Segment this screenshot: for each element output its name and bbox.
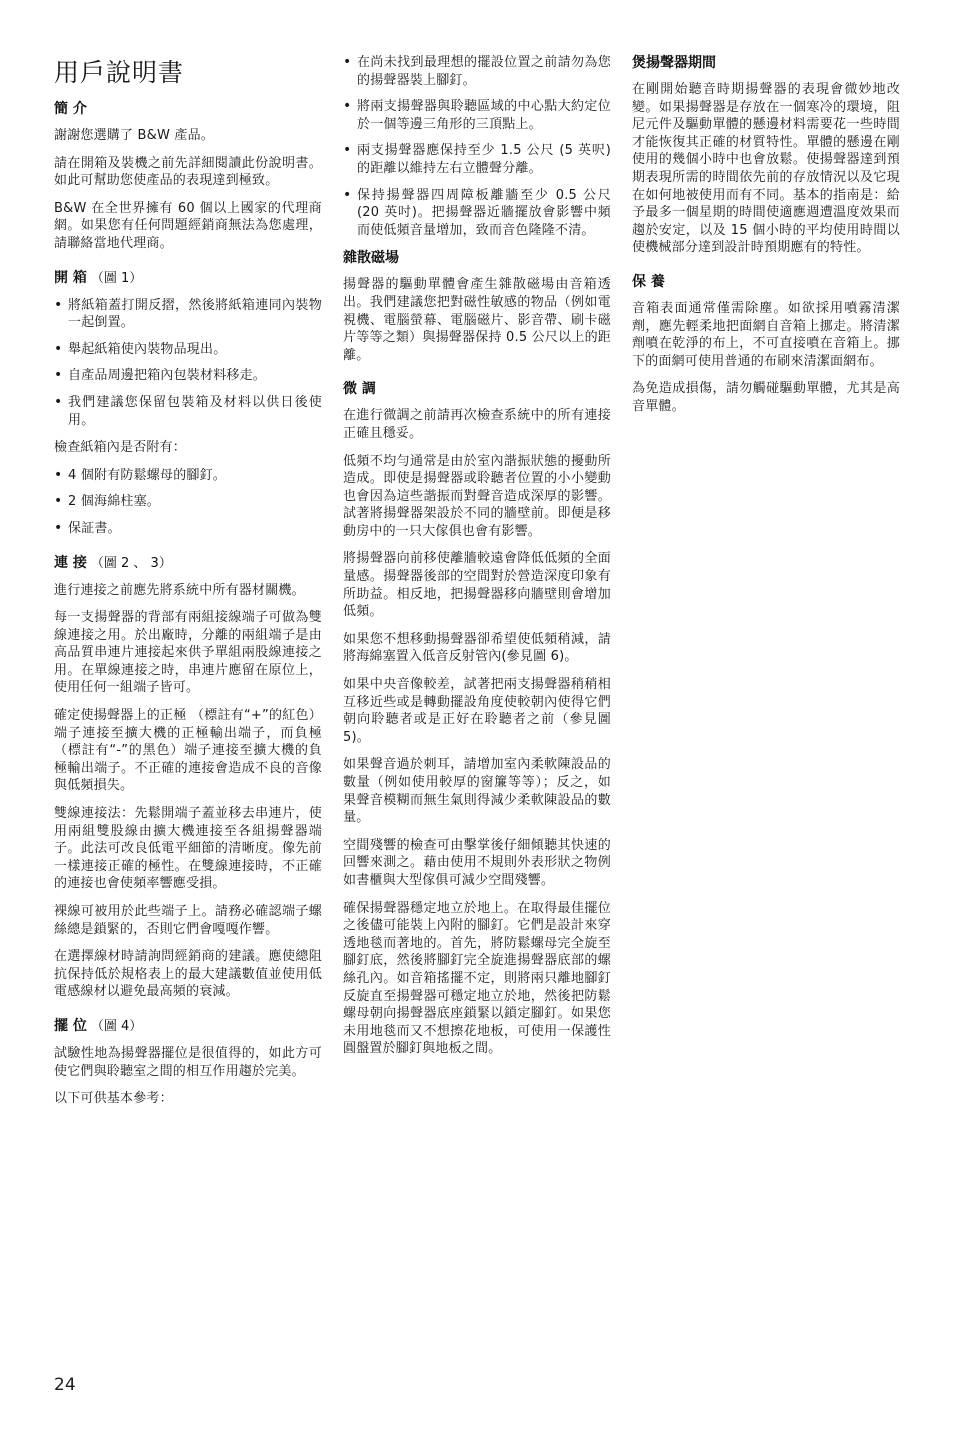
list-item: • 在尚未找到最理想的擺設位置之前請勿為您的揚聲器裝上腳釘。 — [343, 54, 611, 89]
tuning-paragraph: 如果中央音像較差，試著把兩支揚聲器稍稍相互移近些或是轉動擺設角度使較朝內使得它們朝向聆聽者或是正好在聆聽者之前（參見圖 5)。 — [343, 677, 611, 745]
positioning-tips — [343, 54, 611, 239]
breakin-paragraph: 在剛開始聽音時期揚聲器的表現會微妙地改變。如果揚聲器是存放在一個寒冷的環境，阻尼元件及驅動單體的懸邊材料需要花一些時間才能恢復其正確的材質特性。單體的懸邊在剛使用的幾個小時中也會放鬆。使揚聲器達到預期表現所需的時間依先前的存放情況以及它現在如何地被使用而有不同。基本的指南是：給予最多一個星期的時間使適應週遭溫度效果而趨於安定，以及 15 個小時的平均使用時間以使機械部分達到設計時預期應有的特性。 — [632, 82, 900, 256]
tuning-paragraph: 如果聲音過於刺耳，請增加室內柔軟陳設品的數量（例如使用較厚的窗簾等等）；反之，如果聲音模糊而無生氣則得減少柔軟陳設品的數量。 — [343, 757, 611, 826]
intro-paragraph: 謝謝您選購了 B&W 產品。 — [54, 128, 214, 143]
connection-paragraph: 確定使揚聲器上的正極 （標註有“+”的紅色）端子連接至擴大機的正極輸出端子，而負極（標註有“-”的黑色）端子連接至擴大機的負極輸出端子。不正確的連接會造成不良的音像與低頻損失。 — [54, 708, 322, 794]
tuning-paragraph: 如果您不想移動揚聲器卻希望使低頻稍減，請將海綿塞置入低音反射管內(參見圖 6)。 — [343, 631, 611, 665]
list-item: • 舉起紙箱使內裝物品現出。 — [54, 341, 322, 359]
tuning-paragraph: 將揚聲器向前移使離牆較遠會降低低頻的全面量感。揚聲器後部的空間對於營造深度印象有所助益。相反地，把揚聲器移向牆壁則會增加低頻。 — [343, 551, 611, 620]
breakin-heading: 煲揚聲器期間 — [632, 55, 716, 71]
intro-paragraph: 請在開箱及裝機之前先詳細閱讀此份說明書。如此可幫助您使產品的表現達到極致。 — [54, 155, 322, 189]
section-unpacking — [54, 269, 322, 538]
unpacking-contents — [54, 467, 322, 538]
section-connection — [54, 554, 322, 1001]
list-item: • 自產品周邊把箱內包裝材料移走。 — [54, 367, 322, 385]
care-paragraph: 為免造成損傷，請勿觸碰驅動單體，尤其是高音單體。 — [632, 381, 900, 414]
page-number: 24 — [54, 1375, 76, 1395]
tuning-paragraph: 在進行微調之前請再次檢查系統中的所有連接正確且穩妥。 — [343, 408, 611, 441]
list-item: • 我們建議您保留包裝箱及材料以供日後使用。 — [54, 394, 322, 429]
tuning-heading: 微 調 — [343, 381, 376, 398]
unpacking-check-text: 檢查紙箱內是否附有： — [54, 440, 187, 456]
positioning-paragraph: 以下可供基本參考： — [54, 1091, 173, 1107]
column-2 — [343, 54, 611, 1074]
positioning-paragraph: 試驗性地為揚聲器擺位是很值得的，如此方可使它們與聆聽室之間的相互作用趨於完美。 — [54, 1045, 322, 1079]
list-item: • 4 個附有防鬆螺母的腳釘。 — [54, 467, 322, 485]
care-paragraph: 音箱表面通常僅需除塵。如欲採用噴霧清潔劑，應先輕柔地把面網自音箱上挪走。將清潔劑噴在乾淨的布上，不可直接噴在音箱上。挪下的面網可使用普通的布刷來清潔面網布。 — [632, 300, 900, 369]
unpacking-heading — [54, 269, 322, 288]
magnetic-paragraph: 揚聲器的驅動單體會產生雜散磁場由音箱透出。我們建議您把對磁性敏感的物品（例如電視機、電腦螢幕、電腦磁片、影音帶、刷卡磁片等等之類）與揚聲器保持 0.5 公尺以上的距離。 — [343, 277, 611, 363]
tuning-paragraph: 確保揚聲器穩定地立於地上。在取得最佳擺位之後儘可能裝上內附的腳釘。它們是設計來穿透地毯而著地的。首先，將防鬆螺母完全旋至腳釘底，然後將腳釘完全旋進揚聲器底部的螺絲孔內。如音箱搖擺不定，則將兩只離地腳釘反旋直至揚聲器可穩定地立於地，然後把防鬆螺母朝向揚聲器底座鎖緊以鎖定腳釘。如果您未用地毯而又不想擦花地板，可使用一保護性圓盤置於腳釘與地板之間。 — [343, 900, 611, 1057]
list-item: • 保証書。 — [54, 520, 322, 538]
section-intro — [54, 100, 322, 253]
column-1 — [54, 100, 322, 1124]
intro-paragraph: B&W 在全世界擁有 60 個以上國家的代理商網。如果您有任何問題經銷商無法為您處理，請聯絡當地代理商。 — [54, 200, 322, 251]
list-item: • 將紙箱蓋打開反摺，然後將紙箱連同內裝物一起倒置。 — [54, 297, 322, 332]
connection-paragraph: 每一支揚聲器的背部有兩組接線端子可做為雙線連接之用。於出廠時，分離的兩組端子是由高品質串連片連接起來供予單組兩股線連接之用。在單線連接之時，串連片應留在原位上，使用任何一組端子皆可。 — [54, 610, 322, 696]
positioning-heading — [54, 1017, 322, 1036]
page-title: 用戶說明書 — [54, 58, 185, 87]
positioning-figure-ref: （圖 4） — [90, 1018, 143, 1034]
column-3 — [632, 54, 900, 432]
tuning-paragraph: 空間殘響的檢查可由擊掌後仔細傾聽其快速的回響來測之。藉由使用不規則外表形狀之物例如書櫃與大型傢俱可減少空間殘響。 — [343, 837, 611, 888]
connection-figure-ref: （圖 2 、 3） — [90, 555, 172, 571]
list-item: • 兩支揚聲器應保持至少 1.5 公尺 (5 英呎) 的距離以維持左右立體聲分離。 — [343, 142, 611, 177]
list-item: • 2 個海綿柱塞。 — [54, 493, 322, 511]
connection-paragraph: 在選擇線材時請詢問經銷商的建議。應使總阻抗保持低於規格表上的最大建議數值並使用低電感線材以避免最高頻的衰減。 — [54, 949, 322, 1000]
section-positioning — [54, 1017, 322, 1108]
positioning-heading-text: 擺 位 — [54, 1017, 87, 1034]
magnetic-heading: 雜散磁場 — [343, 250, 399, 267]
connection-paragraph: 裸線可被用於此些端子上。請務必確認端子螺絲總是鎖緊的，否則它們會嘎嘎作響。 — [54, 904, 322, 937]
connection-heading-text: 連 接 — [54, 554, 87, 571]
unpacking-figure-ref: （圖 1） — [90, 270, 143, 286]
list-item: • 將兩支揚聲器與聆聽區域的中心點大約定位於一個等邊三角形的三頂點上。 — [343, 98, 611, 133]
connection-paragraph: 雙線連接法：先鬆開端子蓋並移去串連片，使用兩組雙股線由擴大機連接至各組揚聲器端子。此法可改良低電平細節的清晰度。像先前一樣連接正確的極性。在雙線連接時，不正確的連接也會使頻率響應受損。 — [54, 806, 322, 892]
care-heading: 保 養 — [632, 273, 665, 290]
tuning-paragraph: 低頻不均勻通常是由於室內諧振狀態的擾動所造成。即使是揚聲器或聆聽者位置的小小變動也會因為這些諧振而對聲音造成深厚的影響。試著將揚聲器架設於不同的牆壁前。即便是移動房中的一只大傢俱也會有影響。 — [343, 453, 611, 539]
unpacking-steps — [54, 297, 322, 430]
section-tuning — [343, 380, 611, 1058]
list-item: • 保持揚聲器四周障板離牆至少 0.5 公尺 (20 英吋)。把揚聲器近牆擺放會影響中頻而使低頻音量增加，致而音色隆隆不清。 — [343, 187, 611, 240]
unpacking-heading-text: 開 箱 — [54, 269, 87, 286]
section-magnetic — [343, 249, 611, 364]
connection-paragraph: 進行連接之前應先將系統中所有器材關機。 — [54, 582, 305, 598]
connection-heading — [54, 554, 322, 573]
section-breakin — [632, 54, 900, 257]
intro-heading: 簡 介 — [54, 101, 87, 117]
section-care — [632, 273, 900, 416]
